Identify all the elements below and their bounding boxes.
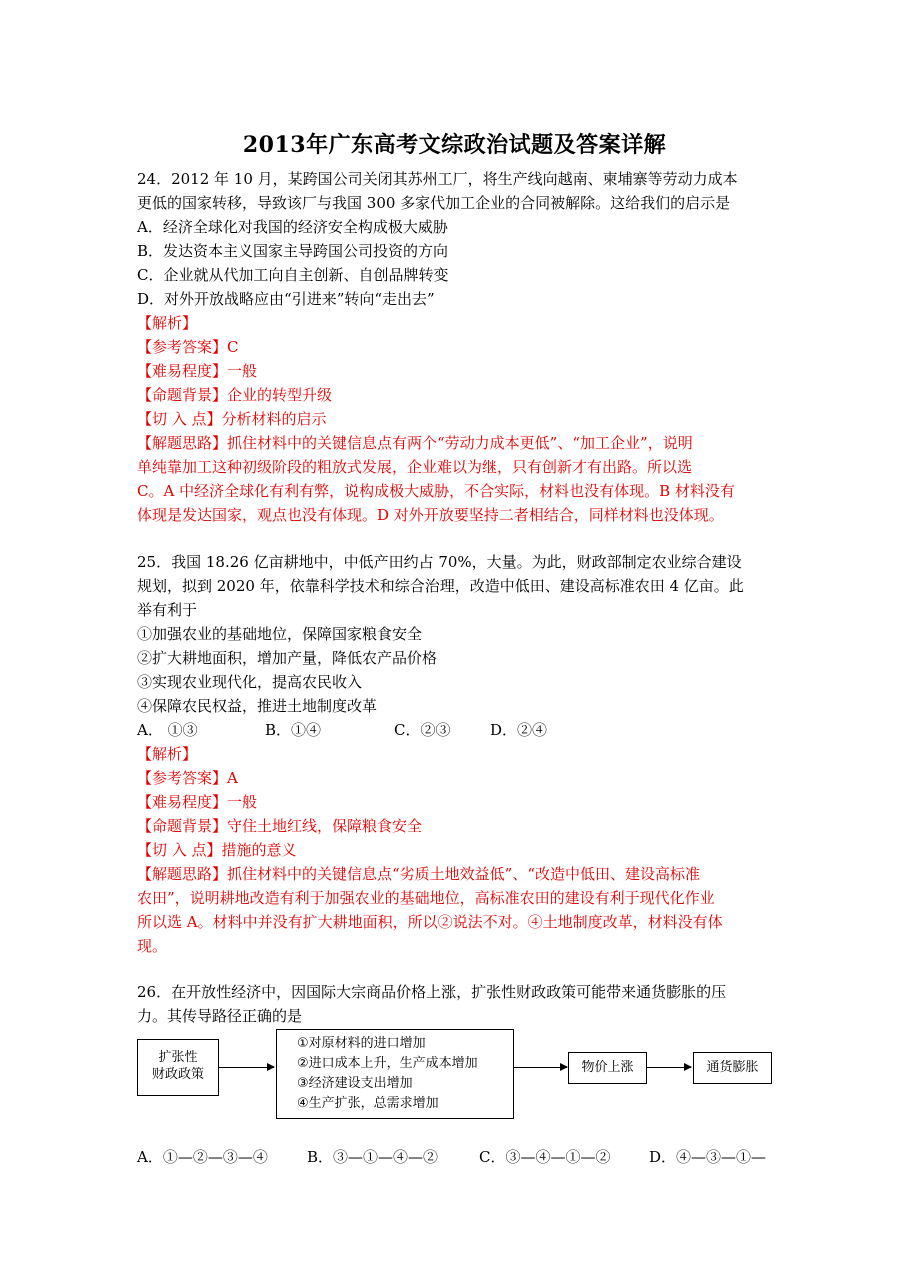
- q26-choice-b: B．③—①—④—②: [307, 1148, 439, 1166]
- q24-difficulty-label: 【难易程度】: [137, 362, 228, 380]
- q25-item-3: ③实现农业现代化，提高农民收入: [137, 673, 363, 691]
- q24-thinking-line-4: 体现是发达国家，观点也没有体现。D 对外开放要坚持二者相结合，同样材料也没体现。: [137, 506, 724, 524]
- q24-thinking-line-1: [137, 431, 693, 455]
- q24-answer-label: 【参考答案】: [137, 338, 228, 356]
- q25-background-value: 守住土地红线，保障粮食安全: [227, 817, 423, 835]
- diagram-box-price-rise: [568, 1052, 647, 1084]
- q24-difficulty: [137, 359, 257, 383]
- diagram-box-inflation: [693, 1052, 772, 1084]
- q24-thinking-text-1: 抓住材料中的关键信息点有两个“劳动力成本更低”、“加工企业”，说明: [227, 434, 693, 452]
- q24-stem-line-1: 24．2012 年 10 月，某跨国公司关闭其苏州工厂，将生产线向越南、柬埔寨等劳动力成本: [137, 170, 738, 188]
- q25-difficulty-value: 一般: [227, 793, 258, 811]
- diagram-step-4: ④生产扩张，总需求增加: [297, 1096, 439, 1111]
- diagram-box-1-line-1: 扩张性: [158, 1050, 198, 1065]
- q25-thinking-line-4: 现。: [137, 937, 168, 955]
- q25-item-1: ①加强农业的基础地位，保障国家粮食安全: [137, 625, 423, 643]
- q25-thinking-line-3: 所以选 A。材料中并没有扩大耕地面积，所以②说法不对。④土地制度改革，材料没有体: [137, 913, 723, 931]
- q25-choices: [137, 718, 547, 742]
- q25-entry-label: 【切 入 点】: [137, 841, 222, 859]
- page-title: 2013年广东高考文综政治试题及答案详解: [242, 132, 667, 158]
- q24-background-value: 企业的转型升级: [227, 386, 333, 404]
- diagram-arrow-3: [646, 1067, 691, 1068]
- q25-answer-label: 【参考答案】: [137, 769, 228, 787]
- q26-choices: [137, 1145, 766, 1169]
- q24-answer: [137, 335, 239, 359]
- q24-thinking-line-2: 单纯靠加工这种初级阶段的粗放式发展，企业难以为继，只有创新才有出路。所以选: [137, 458, 693, 476]
- q24-option-c: C．企业就从代加工向自主创新、自创品牌转变: [137, 266, 449, 284]
- q25-thinking-line-1: [137, 862, 700, 886]
- q25-thinking-line-2: 农田”，说明耕地改造有利于加强农业的基础地位，高标准农田的建设有利于现代化作业: [137, 889, 715, 907]
- q24-option-d: D．对外开放战略应由“引进来”转向“走出去”: [137, 290, 435, 308]
- q25-item-2: ②扩大耕地面积，增加产量，降低农产品价格: [137, 649, 438, 667]
- q24-option-b: B．发达资本主义国家主导跨国公司投资的方向: [137, 242, 449, 260]
- q25-stem-line-1: 25．我国 18.26 亿亩耕地中，中低产田约占 70%，大量。为此，财政部制定农业综合建设: [137, 553, 742, 571]
- q25-entry-value: 措施的意义: [221, 841, 297, 859]
- q24-answer-value: C: [227, 338, 239, 356]
- q25-choice-b: B．①④: [265, 721, 322, 739]
- q26-stem-line-2: 力。其传导路径正确的是: [137, 1007, 303, 1025]
- q24-thinking-label: 【解题思路】: [137, 434, 228, 452]
- q25-item-4: ④保障农民权益，推进土地制度改革: [137, 697, 378, 715]
- q24-background: [137, 383, 332, 407]
- diagram-box-4-label: 通货膨胀: [706, 1060, 759, 1075]
- q24-entry-label: 【切 入 点】: [137, 410, 222, 428]
- q26-choice-a: A．①—②—③—④: [137, 1148, 268, 1166]
- diagram-box-transmission-steps: [276, 1029, 514, 1119]
- diagram-step-1: ①对原材料的进口增加: [297, 1036, 426, 1051]
- q24-option-a: A．经济全球化对我国的经济安全构成极大威胁: [137, 218, 448, 236]
- q24-background-label: 【命题背景】: [137, 386, 228, 404]
- q24-entry: [137, 407, 327, 431]
- q25-entry: [137, 838, 297, 862]
- diagram-box-expansionary-policy: [137, 1039, 219, 1096]
- q24-difficulty-value: 一般: [227, 362, 258, 380]
- q25-answer: [137, 766, 238, 790]
- q25-thinking-label: 【解题思路】: [137, 865, 228, 883]
- q25-answer-value: A: [227, 769, 238, 787]
- q25-background-label: 【命题背景】: [137, 817, 228, 835]
- q25-stem-line-3: 举有利于: [137, 601, 198, 619]
- q24-analysis-heading: 【解析】: [137, 314, 198, 332]
- diagram-arrow-2: [513, 1067, 567, 1068]
- diagram-step-3: ③经济建设支出增加: [297, 1076, 413, 1091]
- diagram-box-3-label: 物价上涨: [581, 1060, 634, 1075]
- diagram-arrow-1: [218, 1067, 274, 1068]
- diagram-step-2: ②进口成本上升，生产成本增加: [297, 1056, 478, 1071]
- q25-difficulty: [137, 790, 257, 814]
- q25-choice-a: A． ①③: [137, 721, 198, 739]
- q25-stem-line-2: 规划，拟到 2020 年，依靠科学技术和综合治理，改造中低田、建设高标准农田 4 亿亩。此: [137, 577, 744, 595]
- q26-choice-d: D．④—③—①—: [649, 1148, 767, 1166]
- q24-stem-line-2: 更低的国家转移，导致该厂与我国 300 多家代加工企业的合同被解除。这给我们的启示是: [137, 194, 731, 212]
- q24-entry-value: 分析材料的启示: [221, 410, 327, 428]
- q25-choice-c: C．②③: [394, 721, 451, 739]
- q26-stem-line-1: 26．在开放性经济中，因国际大宗商品价格上涨，扩张性财政政策可能带来通货膨胀的压: [137, 983, 727, 1001]
- q25-background: [137, 814, 422, 838]
- diagram-box-1-line-2: 财政政策: [151, 1067, 204, 1082]
- q25-choice-d: D．②④: [490, 721, 548, 739]
- q25-analysis-heading: 【解析】: [137, 745, 198, 763]
- q26-choice-c: C．③—④—①—②: [479, 1148, 611, 1166]
- q24-thinking-line-3: C。A 中经济全球化有利有弊，说构成极大威胁，不合实际，材料也没有体现。B 材料没有: [137, 482, 735, 500]
- q25-thinking-text-1: 抓住材料中的关键信息点“劣质土地效益低”、“改造中低田、建设高标准: [227, 865, 701, 883]
- q25-difficulty-label: 【难易程度】: [137, 793, 228, 811]
